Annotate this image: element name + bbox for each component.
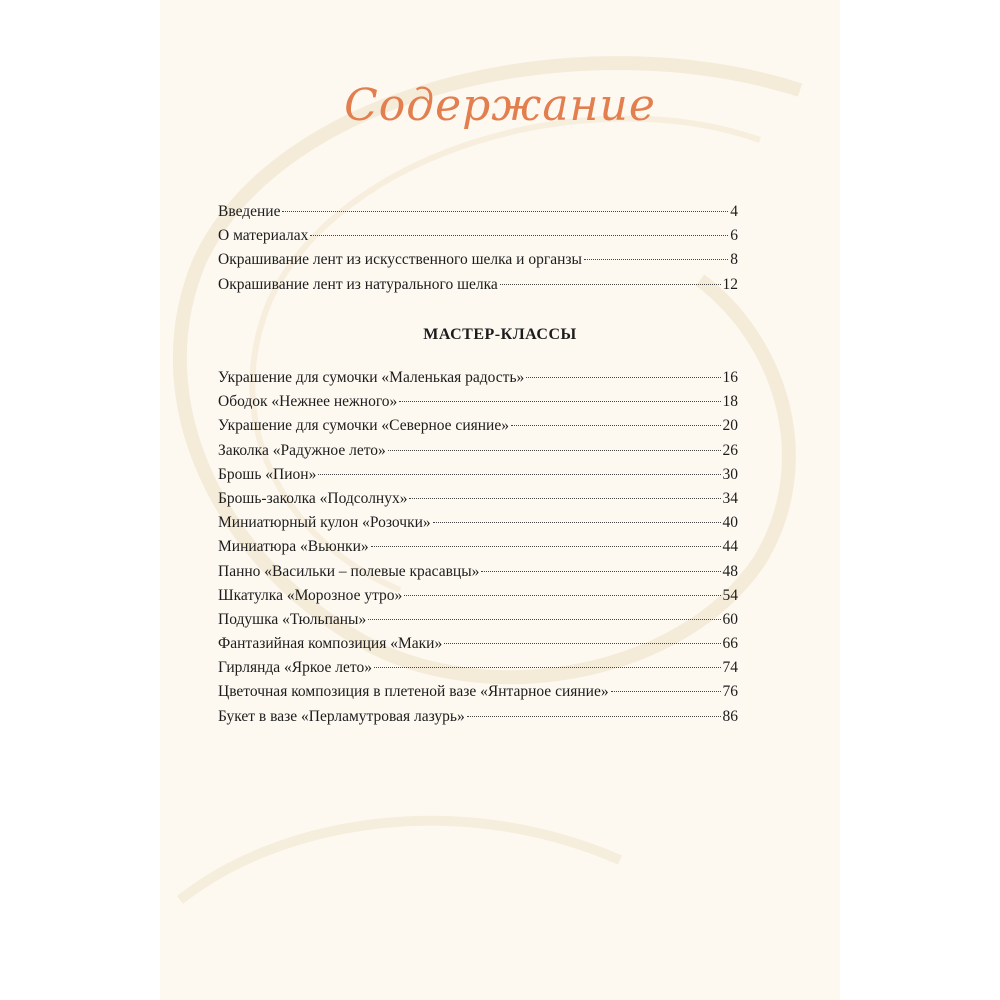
toc-entry — [218, 560, 738, 584]
dot-leader — [433, 522, 721, 523]
toc-entry — [218, 224, 738, 248]
toc-entry-page: 8 — [730, 251, 738, 269]
toc-entry-page: 40 — [722, 514, 738, 532]
toc-entry-page: 12 — [722, 275, 738, 293]
toc-entry-page: 44 — [722, 538, 738, 556]
dot-leader — [444, 643, 720, 644]
toc-entry-title: Брошь-заколка «Подсолнух» — [218, 489, 408, 507]
dot-leader — [500, 284, 721, 285]
toc-entry-title: Украшение для сумочки «Северное сияние» — [218, 417, 509, 435]
toc-entry-page: 26 — [722, 441, 738, 459]
toc-entry-page: 86 — [722, 707, 738, 725]
toc-entry — [218, 366, 738, 390]
toc-entry — [218, 463, 738, 487]
toc-entry-title: Шкатулка «Морозное утро» — [218, 586, 403, 604]
toc-entry-page: 74 — [722, 659, 738, 677]
toc-entry-page: 30 — [722, 465, 738, 483]
toc-entry-title: Окрашивание лент из натурального шелка — [218, 275, 498, 293]
dot-leader — [374, 667, 721, 668]
dot-leader — [318, 474, 720, 475]
dot-leader — [399, 401, 720, 402]
toc-entry — [218, 584, 738, 608]
toc-entry-title: Брошь «Пион» — [218, 465, 317, 483]
dot-leader — [368, 619, 720, 620]
dot-leader — [409, 498, 720, 499]
dot-leader — [371, 546, 721, 547]
toc-entry-page: 4 — [730, 203, 738, 220]
toc-entry-page: 16 — [722, 369, 738, 386]
toc-entry — [218, 608, 738, 632]
toc-entry — [218, 414, 738, 438]
dot-leader — [467, 716, 721, 717]
dot-leader — [584, 259, 728, 260]
toc-entry-title: Фантазийная композиция «Маки» — [218, 635, 443, 653]
toc-entry-title: Окрашивание лент из искусственного шелка и органзы — [218, 251, 582, 269]
toc-entry-page: 76 — [722, 683, 738, 701]
toc-entry-title: Цветочная композиция в плетеной вазе «Янтарное сияние» — [218, 683, 609, 701]
toc-entry — [218, 200, 738, 224]
toc-entry-title: Ободок «Нежнее нежного» — [218, 393, 398, 411]
toc-entry-page: 6 — [730, 227, 738, 245]
dot-leader — [404, 595, 720, 596]
toc-entry-title: Миниатюрный кулон «Розочки» — [218, 514, 431, 532]
toc-entry-title: Украшение для сумочки «Маленькая радость» — [218, 369, 525, 386]
toc-classes-list — [218, 366, 738, 729]
toc-entry-page: 60 — [722, 610, 738, 628]
book-page — [160, 0, 840, 1000]
toc-entry-title: Панно «Васильки – полевые красавцы» — [218, 562, 480, 580]
toc-entry-page: 18 — [722, 393, 738, 411]
toc-entry-title: Заколка «Радужное лето» — [218, 441, 386, 459]
toc-entry-title: Миниатюра «Вьюнки» — [218, 538, 369, 556]
toc-entry-title: Букет в вазе «Перламутровая лазурь» — [218, 707, 465, 725]
toc-entry-title: О материалах — [218, 227, 309, 245]
dot-leader — [526, 377, 720, 378]
toc-entry — [218, 273, 738, 297]
toc-entry-page: 34 — [722, 489, 738, 507]
dot-leader — [481, 571, 720, 572]
toc-entry — [218, 487, 738, 511]
toc-entry — [218, 680, 738, 704]
toc-entry-title: Гирлянда «Яркое лето» — [218, 659, 372, 677]
toc-entry — [218, 511, 738, 535]
toc-entry — [218, 390, 738, 414]
toc-entry-title: Подушка «Тюльпаны» — [218, 610, 367, 628]
toc-entry-page: 54 — [722, 586, 738, 604]
dot-leader — [388, 450, 721, 451]
toc-entry-page: 48 — [722, 562, 738, 580]
dot-leader — [282, 211, 728, 212]
toc-entry-title: Введение — [218, 203, 281, 220]
toc-entry — [218, 632, 738, 656]
dot-leader — [310, 235, 728, 236]
toc-entry — [218, 535, 738, 559]
toc-entry — [218, 656, 738, 680]
dot-leader — [511, 425, 721, 426]
toc-entry — [218, 705, 738, 729]
toc-entry — [218, 439, 738, 463]
section-heading: МАСТЕР-КЛАССЫ — [423, 326, 577, 343]
toc-entry-page: 66 — [722, 635, 738, 653]
page-title: Содержание — [344, 80, 656, 131]
toc-entry — [218, 248, 738, 272]
toc-intro-list — [218, 200, 738, 297]
toc-entry-page: 20 — [722, 417, 738, 435]
dot-leader — [611, 691, 721, 692]
